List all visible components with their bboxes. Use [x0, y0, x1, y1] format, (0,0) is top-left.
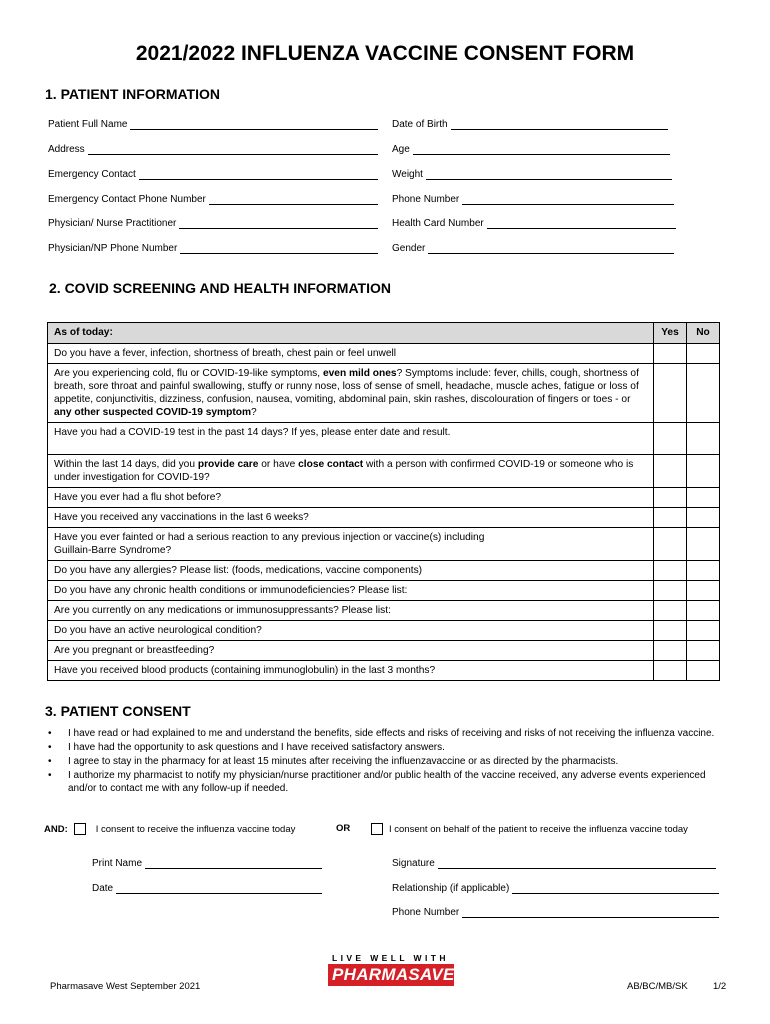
question-symptoms: Are you experiencing cold, flu or COVID-19-like symptoms, even mild ones? Symptoms include: fever, chills, cough, shortness of breath, sore throat and painful swallowing, stuffy or runny nose, loss of sense of smell, headache, muscle aches, fatigue or loss of appetite, conjunctivitis, dizziness, confusion, nausea, vomiting, abdominal pain, skin rashes, discolouration of fingers or toes - or any other suspected COVID-19 symptom? [48, 364, 654, 423]
question-flu-shot: Have you ever had a flu shot before? [48, 488, 654, 508]
yes-cell[interactable] [654, 364, 687, 423]
yes-cell[interactable] [654, 641, 687, 661]
consent-phone-label: Phone Number [392, 907, 460, 918]
no-cell[interactable] [687, 488, 720, 508]
yes-cell[interactable] [654, 528, 687, 561]
no-cell[interactable] [687, 344, 720, 364]
as-of-today-header: As of today: [48, 323, 654, 344]
question-covid-test: Have you had a COVID-19 test in the past 14 days? If yes, please enter date and result. [48, 423, 654, 455]
age-field[interactable] [392, 144, 670, 155]
table-row [48, 528, 720, 561]
date-of-birth-field[interactable] [392, 119, 668, 130]
table-row [48, 364, 720, 423]
health-card-number-label: Health Card Number [392, 218, 484, 229]
no-cell[interactable] [687, 581, 720, 601]
physician-phone-label: Physician/NP Phone Number [48, 243, 178, 254]
physician-field[interactable] [48, 218, 378, 229]
consent-self-label: I consent to receive the influenza vaccine today [95, 823, 296, 835]
table-row [48, 661, 720, 681]
patient-full-name-label: Patient Full Name [48, 119, 128, 130]
no-cell[interactable] [687, 561, 720, 581]
no-header: No [687, 323, 720, 344]
no-cell[interactable] [687, 661, 720, 681]
consent-phone-field[interactable] [392, 907, 719, 918]
physician-label: Physician/ Nurse Practitioner [48, 218, 177, 229]
no-cell[interactable] [687, 364, 720, 423]
section-covid-screening: 2. COVID SCREENING AND HEALTH INFORMATION [49, 280, 391, 296]
question-chronic-conditions: Do you have any chronic health conditions or immunodeficiencies? Please list: [48, 581, 654, 601]
no-cell[interactable] [687, 508, 720, 528]
footer-provinces: AB/BC/MB/SK [627, 981, 688, 992]
table-row [48, 488, 720, 508]
or-label-row [336, 823, 350, 834]
age-label: Age [392, 144, 410, 155]
yes-cell[interactable] [654, 488, 687, 508]
table-row [48, 508, 720, 528]
question-allergies: Do you have any allergies? Please list: (foods, medications, vaccine components) [48, 561, 654, 581]
screening-table [47, 322, 720, 681]
list-item: • I have read or had explained to me and understand the benefits, side effects and risks of receiving and risks of not receiving the influenza vaccine. [48, 728, 715, 739]
patient-full-name-field[interactable] [48, 119, 378, 130]
pharmasave-logo [328, 953, 454, 986]
no-cell[interactable] [687, 621, 720, 641]
yes-cell[interactable] [654, 344, 687, 364]
consent-list [46, 727, 726, 796]
table-row [48, 561, 720, 581]
emergency-contact-phone-label: Emergency Contact Phone Number [48, 194, 206, 205]
date-label: Date [92, 883, 114, 894]
gender-field[interactable] [392, 243, 674, 254]
question-pregnant: Are you pregnant or breastfeeding? [48, 641, 654, 661]
address-label: Address [48, 144, 85, 155]
list-item: • I agree to stay in the pharmacy for at least 15 minutes after receiving the influenzavaccine or as directed by the pharmacists. [48, 756, 619, 767]
no-cell[interactable] [687, 641, 720, 661]
print-name-label: Print Name [92, 858, 143, 869]
question-blood-products: Have you received blood products (containing immunoglobulin) in the last 3 months? [48, 661, 654, 681]
question-fainted: Have you ever fainted or had a serious reaction to any previous injection or vaccine(s) including Guillain-Barre Syndrome? [48, 528, 654, 561]
no-cell[interactable] [687, 455, 720, 488]
consent-behalf-row [371, 823, 688, 835]
health-card-number-field[interactable] [392, 218, 676, 229]
yes-cell[interactable] [654, 621, 687, 641]
section-patient-consent: 3. PATIENT CONSENT [45, 703, 191, 719]
emergency-contact-field[interactable] [48, 169, 378, 180]
list-item: • I authorize my pharmacist to notify my physician/nurse practitioner and/or public health of the vaccine received, any adverse events experienced and/or to contact me with any follow-up if needed. [48, 770, 706, 794]
relationship-field[interactable] [392, 883, 719, 894]
gender-label: Gender [392, 243, 426, 254]
footer-version: Pharmasave West September 2021 [50, 981, 201, 992]
yes-cell[interactable] [654, 508, 687, 528]
yes-cell[interactable] [654, 601, 687, 621]
phone-number-field[interactable] [392, 194, 674, 205]
footer-page-number: 1/2 [713, 981, 727, 992]
list-item: • I have had the opportunity to ask questions and I have received satisfactory answers. [48, 742, 445, 753]
address-field[interactable] [48, 144, 378, 155]
question-close-contact: Within the last 14 days, did you provide care or have close contact with a person with confirmed COVID-19 or someone who is under investigation for COVID-19? [48, 455, 654, 488]
print-name-field[interactable] [92, 858, 322, 869]
yes-cell[interactable] [654, 661, 687, 681]
yes-header: Yes [654, 323, 687, 344]
date-field[interactable] [92, 883, 322, 894]
emergency-contact-label: Emergency Contact [48, 169, 136, 180]
signature-label: Signature [392, 858, 435, 869]
consent-self-checkbox[interactable] [74, 823, 86, 835]
phone-number-label: Phone Number [392, 194, 460, 205]
form-title: 2021/2022 INFLUENZA VACCINE CONSENT FORM [135, 42, 635, 65]
signature-field[interactable] [392, 858, 716, 869]
table-row [48, 423, 720, 455]
yes-cell[interactable] [654, 561, 687, 581]
physician-phone-field[interactable] [48, 243, 378, 254]
yes-cell[interactable] [654, 423, 687, 455]
table-row [48, 641, 720, 661]
consent-behalf-checkbox[interactable] [371, 823, 383, 835]
table-row [48, 621, 720, 641]
question-neurological: Do you have an active neurological condition? [48, 621, 654, 641]
logo-tagline: LIVE WELL WITH [332, 953, 449, 963]
question-fever: Do you have a fever, infection, shortness of breath, chest pain or feel unwell [48, 344, 654, 364]
question-vaccinations: Have you received any vaccinations in the last 6 weeks? [48, 508, 654, 528]
table-row [48, 601, 720, 621]
consent-self-row [44, 823, 295, 835]
relationship-label: Relationship (if applicable) [392, 883, 510, 894]
section-patient-information: 1. PATIENT INFORMATION [45, 86, 220, 102]
table-header-row [48, 323, 720, 344]
table-row [48, 344, 720, 364]
weight-label: Weight [392, 169, 423, 180]
no-cell[interactable] [687, 423, 720, 455]
yes-cell[interactable] [654, 581, 687, 601]
emergency-contact-phone-field[interactable] [48, 194, 378, 205]
table-row [48, 581, 720, 601]
no-cell[interactable] [687, 528, 720, 561]
question-medications: Are you currently on any medications or immunosuppressants? Please list: [48, 601, 654, 621]
date-of-birth-label: Date of Birth [392, 119, 448, 130]
table-row [48, 455, 720, 488]
logo-brand: PHARMASAVE [328, 964, 454, 986]
or-label: OR [336, 823, 351, 834]
weight-field[interactable] [392, 169, 672, 180]
and-label: AND: [44, 823, 68, 835]
consent-behalf-label: I consent on behalf of the patient to receive the influenza vaccine today [389, 823, 688, 835]
yes-cell[interactable] [654, 455, 687, 488]
no-cell[interactable] [687, 601, 720, 621]
